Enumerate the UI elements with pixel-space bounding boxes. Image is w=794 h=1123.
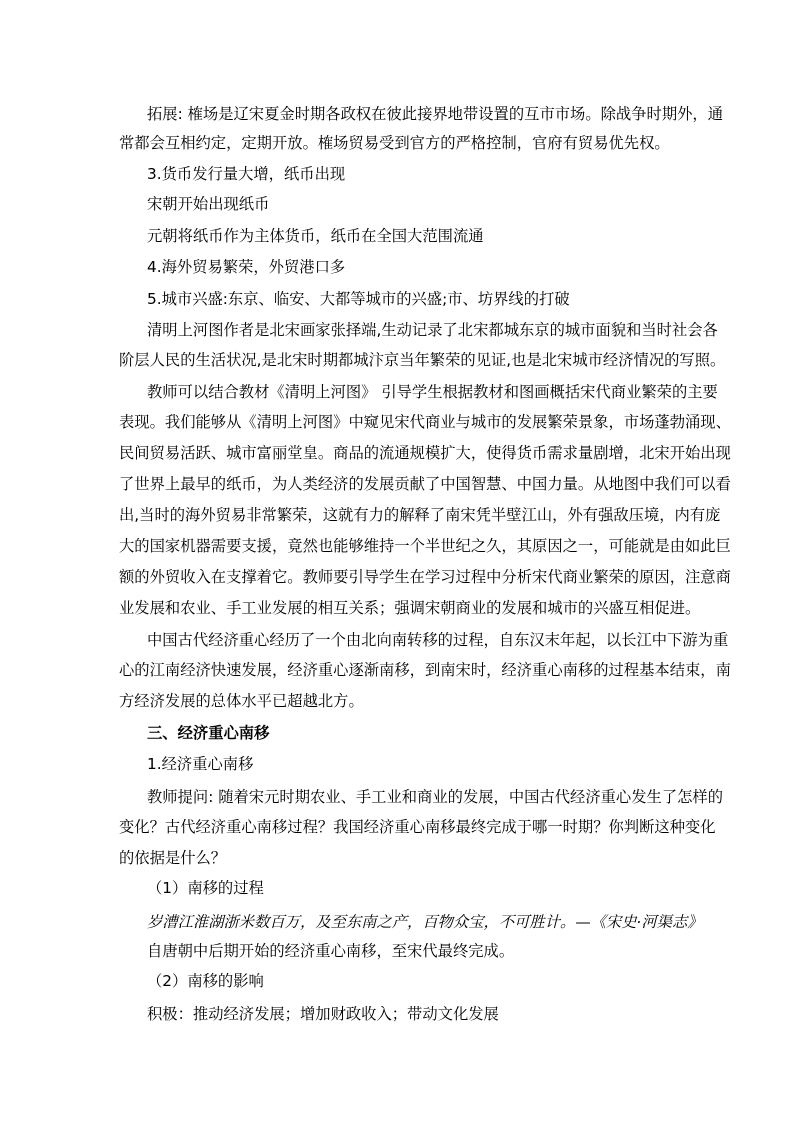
list-item: 3.货币发行量大增，纸币出现 [147, 165, 346, 183]
subsection-heading: 1.经济重心南移 [147, 755, 254, 773]
paragraph-line: 宋朝开始出现纸币 [147, 195, 270, 213]
list-item: 4.海外贸易繁荣，外贸港口多 [147, 258, 346, 276]
paragraph-line: 阶层人民的生活状况,是北宋时期都城汴京当年繁荣的见证,也是北宋城市经济情况的写照。 [119, 351, 726, 369]
section-heading: 三、经济重心南移 [147, 724, 270, 742]
paragraph-line: 表现。我们能够从《清明上河图》中窥见宋代商业与城市的发展繁荣景象，市场蓬勃涌现、 [119, 413, 731, 431]
paragraph-line: 大的国家机器需要支援，竟然也能够维持一个半世纪之久，其原因之一，可能就是由如此巨 [119, 537, 731, 555]
paragraph-line: 常都会互相约定，定期开放。榷场贸易受到官方的严格控制，官府有贸易优先权。 [119, 134, 670, 152]
paragraph-line: 的依据是什么？ [119, 849, 227, 867]
paragraph-line: 元朝将纸币作为主体货币，纸币在全国大范围流通 [147, 227, 484, 245]
paragraph-line: 民间贸易活跃、城市富丽堂皇。商品的流通规模扩大，使得货币需求量剧增，北宋开始出现 [119, 444, 731, 462]
paragraph-line: 了世界上最早的纸币，为人类经济的发展贡献了中国智慧、中国力量。从地图中我们可以看 [119, 475, 731, 493]
paragraph-line: 出,当时的海外贸易非常繁荣，这就有力的解释了南宋凭半壁江山，外有强敌压境，内有庞 [119, 506, 721, 524]
paragraph-line: 额的外贸收入在支撑着它。教师要引导学生在学习过程中分析宋代商业繁荣的原因，注意商 [119, 568, 731, 586]
paragraph-line: 拓展: 榷场是辽宋夏金时期各政权在彼此接界地带设置的互市市场。除战争时期外，通 [147, 105, 724, 123]
paragraph-line: 教师提问: 随着宋元时期农业、手工业和商业的发展，中国古代经济重心发生了怎样的 [147, 788, 724, 806]
list-item: （1）南移的过程 [147, 879, 264, 897]
paragraph-line: 心的江南经济快速发展，经济重心逐渐南移，到南宋时，经济重心南移的过程基本结束，南 [119, 661, 731, 679]
list-item: 5.城市兴盛:东京、临安、大都等城市的兴盛;市、坊界线的打破 [147, 290, 570, 308]
paragraph-line: 中国古代经济重心经历了一个由北向南转移的过程，自东汉末年起，以长江中下游为重 [147, 631, 729, 649]
list-item: （2）南移的影响 [147, 972, 264, 990]
paragraph-line: 教师可以结合教材《清明上河图》 引导学生根据教材和图画概括宋代商业繁荣的主要 [147, 383, 718, 401]
paragraph-line: 积极：推动经济发展；增加财政收入；带动文化发展 [147, 1005, 499, 1023]
paragraph-line: 清明上河图作者是北宋画家张择端,生动记录了北宋都城东京的城市面貌和当时社会各 [147, 321, 718, 339]
quote-line: 岁漕江淮湖浙米数百万，及至东南之产，百物众宝，不可胜计。—《宋史·河渠志》 [147, 913, 703, 931]
paragraph-line: 方经济发展的总体水平已超越北方。 [119, 692, 364, 710]
paragraph-line: 业发展和农业、手工业发展的相互关系；强调宋朝商业的发展和城市的兴盛互相促进。 [119, 599, 701, 617]
paragraph-line: 自唐朝中后期开始的经济重心南移，至宋代最终完成。 [147, 942, 515, 960]
paragraph-line: 变化？古代经济重心南移过程？我国经济重心南移最终完成于哪一时期？你判断这种变化 [119, 818, 716, 836]
